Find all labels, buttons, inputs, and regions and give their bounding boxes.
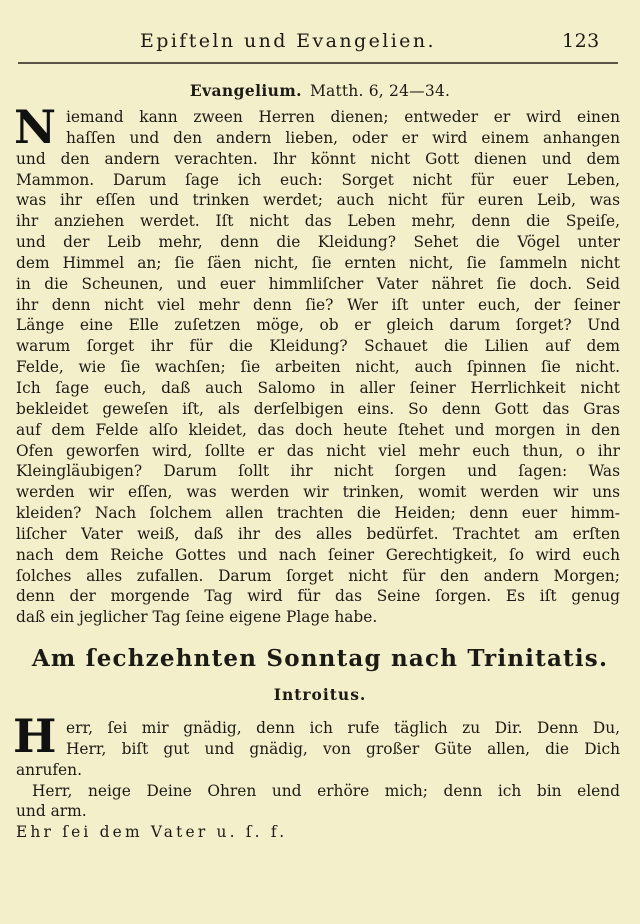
gospel-drop-cap: N <box>14 100 57 154</box>
text-line: dem Himmel an; ſie ſäen nicht, ſie ernten nicht, ſie ſammeln nicht <box>16 253 620 272</box>
text-line: in die Scheunen, und euer himmliſcher Vater nähret ſie doch. Seid <box>16 274 620 293</box>
text-line: Mammon. Darum ſage ich euch: Sorget nicht für euer Leben, <box>16 170 620 189</box>
text-line: ihr anziehen werdet. Iſt nicht das Leben mehr, denn die Speiſe, <box>16 212 620 231</box>
gospel-reference: Matth. 6, 24—34. <box>309 82 451 100</box>
text-line: err, ſei mir gnädig, denn ich rufe täglich zu Dir. Denn Du, <box>66 719 620 737</box>
gospel-text <box>16 107 620 628</box>
text-line: anrufen. <box>16 760 82 779</box>
gospel-title: Evangelium. <box>189 81 302 100</box>
introitus-drop-cap: H <box>13 709 57 763</box>
page-number: 123 <box>562 30 600 52</box>
text-line: Kleingläubigen? Darum ſollt ihr nicht ſorgen und ſagen: Was <box>16 462 620 481</box>
introitus-text <box>16 718 620 843</box>
text-line: Felde, wie ſie wachſen; ſie arbeiten nicht, auch ſpinnen ſie nicht. <box>16 358 620 377</box>
text-line: was ihr eſſen und trinken werdet; auch nicht für euren Leib, was <box>16 191 620 210</box>
text-line: nach dem Reiche Gottes und nach ſeiner Gerechtigkeit, ſo wird euch <box>16 545 620 564</box>
text-line: Ich ſage euch, daß auch Salomo in aller ſeiner Herrlichkeit nicht <box>16 378 620 397</box>
text-line: Länge eine Elle zuſetzen möge, ob er gleich darum ſorget? Und <box>16 316 620 335</box>
gospel-heading <box>0 81 640 100</box>
sunday-title: Am ſechzehnten Sonntag nach Trinitatis. <box>31 645 609 672</box>
text-line: und arm. <box>16 802 87 821</box>
text-line: Ofen geworfen wird, ſollte er das nicht viel mehr euch thun, o ihr <box>16 441 620 460</box>
header-rule <box>18 62 618 64</box>
text-line: und den andern verachten. Ihr könnt nicht Gott dienen und dem <box>16 149 620 168</box>
text-line: haſſen und den andern lieben, oder er wird einem anhangen <box>66 128 620 147</box>
text-line: bekleidet geweſen iſt, als derſelbigen eins. So denn Gott das Gras <box>16 399 620 418</box>
text-line: auf dem Felde alſo kleidet, das doch heute ſtehet und morgen in den <box>16 420 620 439</box>
text-line: liſcher Vater weiß, daß ihr des alles bedürfet. Trachtet am erſten <box>16 524 620 543</box>
text-line: daß ein jeglicher Tag ſeine eigene Plage habe. <box>16 608 378 627</box>
text-line: kleiden? Nach ſolchem allen trachten die Heiden; denn euer himm- <box>16 504 620 523</box>
text-line: werden wir eſſen, was werden wir trinken, womit werden wir uns <box>16 483 620 502</box>
text-line: denn der morgende Tag wird für das Seine ſorgen. Es iſt genug <box>16 587 620 606</box>
text-line: ſolches alles zufallen. Darum ſorget nicht für den andern Morgen; <box>16 566 620 585</box>
text-line: und der Leib mehr, denn die Kleidung? Sehet die Vögel unter <box>16 233 620 252</box>
running-head: Epifteln und Evangelien. <box>140 30 436 52</box>
introitus-heading: Introitus. <box>273 685 367 704</box>
text-line: ihr denn nicht viel mehr denn ſie? Wer iſt unter euch, der ſeiner <box>16 295 620 314</box>
text-line: Herr, biſt gut und gnädig, von großer Güte allen, die Dich <box>66 739 620 758</box>
text-line: iemand kann zween Herren dienen; entweder er wird einen <box>66 108 620 126</box>
text-line: Herr, neige Deine Ohren und erhöre mich; denn ich bin elend <box>32 781 620 800</box>
gloria-patri-line: Ehr ſei dem Vater u. ſ. f. <box>16 823 288 842</box>
text-line: warum ſorget ihr für die Kleidung? Schauet die Lilien auf dem <box>16 337 620 356</box>
